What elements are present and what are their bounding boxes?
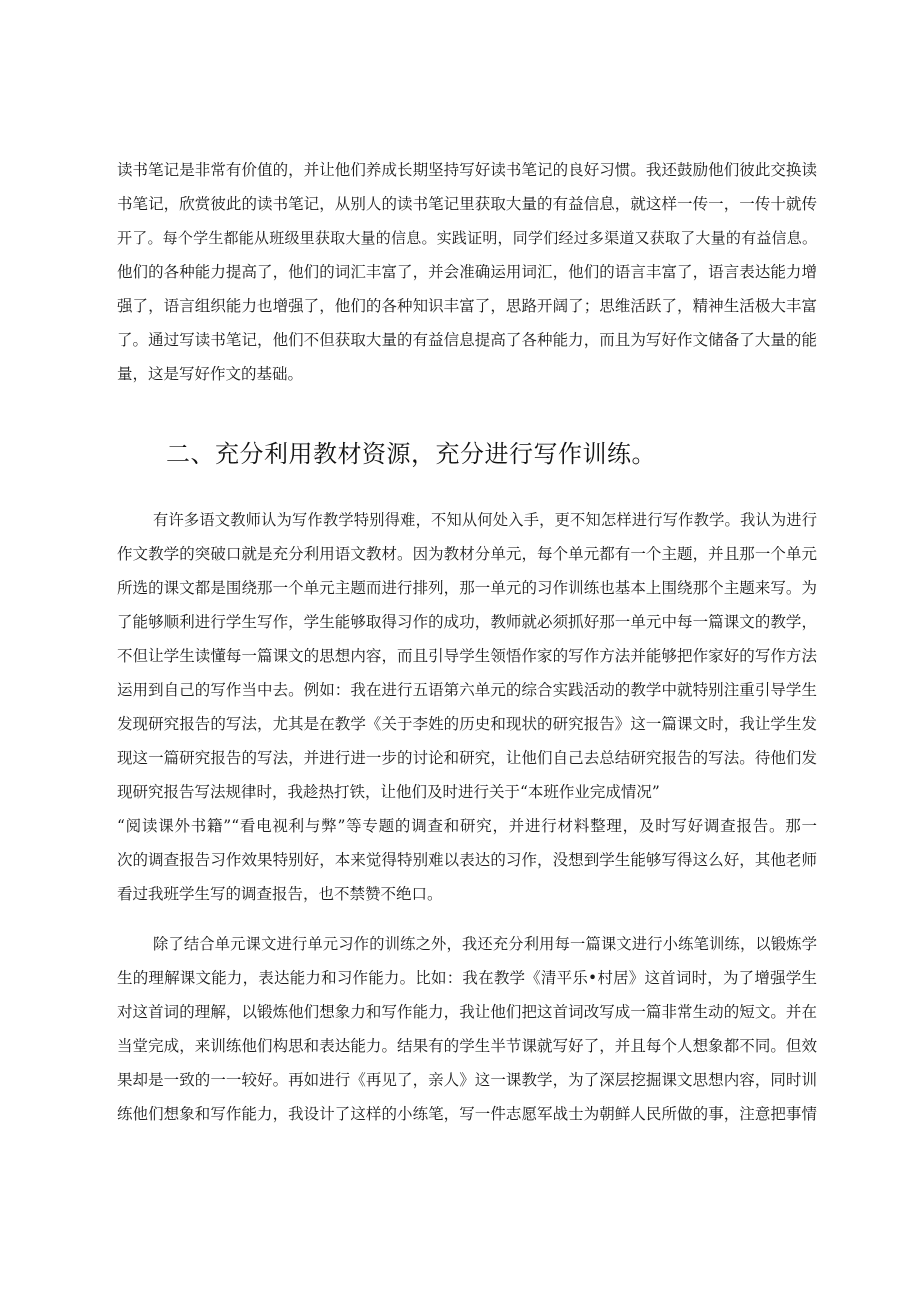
paragraph-line: 了能够顺利进行学生写作，学生能够取得习作的成功，教师就必须抓好那一单元中每一篇课文的教学， [117, 613, 817, 631]
paragraph-line: 书笔记，欣赏彼此的读书笔记，从别人的读书笔记里获取大量的有益信息，就这样一传一，一传十就传 [117, 195, 817, 213]
paragraph-line: 生的理解课文能力，表达能力和习作能力。比如：我在教学《清平乐•村居》这首词时，为了增强学生 [117, 969, 817, 987]
paragraph-line: 有许多语文教师认为写作教学特别得难，不知从何处入手，更不知怎样进行写作教学。我认为进行 [153, 511, 817, 529]
paragraph-line: 次的调查报告习作效果特别好，本来觉得特别难以表达的习作，没想到学生能够写得这么好，其他老师 [117, 851, 817, 869]
paragraph-line: “阅读课外书籍”“看电视利与弊”等专题的调查和研究，并进行材料整理，及时写好调查报告。那一 [117, 817, 817, 835]
paragraph-line: 现研究报告写法规律时，我趁热打铁，让他们及时进行关于“本班作业完成情况” [117, 783, 660, 801]
paragraph-line: 果却是一致的一一较好。再如进行《再见了，亲人》这一课教学，为了深层挖掘课文思想内容，同时训 [117, 1071, 817, 1089]
paragraph-line: 了。通过写读书笔记，他们不但获取大量的有益信息提高了各种能力，而且为写好作文储备了大量的能 [117, 331, 817, 349]
paragraph-line: 他们的各种能力提高了，他们的词汇丰富了，并会准确运用词汇，他们的语言丰富了，语言表达能力增 [117, 263, 817, 281]
paragraph-line: 现这一篇研究报告的写法，并进行进一步的讨论和研究，让他们自己去总结研究报告的写法。待他们发 [117, 749, 817, 767]
paragraph-line: 对这首词的理解，以锻炼他们想象力和写作能力，我让他们把这首词改写成一篇非常生动的短文。并在 [117, 1003, 817, 1021]
paragraph-line: 读书笔记是非常有价值的，并让他们养成长期坚持写好读书笔记的良好习惯。我还鼓励他们彼此交换读 [117, 161, 817, 179]
paragraph-line: 练他们想象和写作能力，我设计了这样的小练笔，写一件志愿军战士为朝鲜人民所做的事，注意把事情 [117, 1105, 817, 1123]
paragraph-line: 开了。每个学生都能从班级里获取大量的信息。实践证明，同学们经过多渠道又获取了大量的有益信息。 [117, 229, 817, 247]
paragraph-line: 作文教学的突破口就是充分利用语文教材。因为教材分单元，每个单元都有一个主题，并且那一个单元 [117, 545, 817, 563]
paragraph-line: 看过我班学生写的调查报告，也不禁赞不绝口。 [117, 885, 443, 903]
paragraph-line: 当堂完成，来训练他们构思和表达能力。结果有的学生半节课就写好了，并且每个人想象都不同。但效 [117, 1037, 817, 1055]
paragraph-line: 运用到自己的写作当中去。例如：我在进行五语第六单元的综合实践活动的教学中就特别注重引导学生 [117, 681, 817, 699]
paragraph-line: 强了，语言组织能力也增强了，他们的各种知识丰富了，思路开阔了；思维活跃了，精神生活极大丰富 [117, 297, 817, 315]
paragraph-line: 发现研究报告的写法，尤其是在教学《关于李姓的历史和现状的研究报告》这一篇课文时，我让学生发 [117, 715, 817, 733]
paragraph-line: 除了结合单元课文进行单元习作的训练之外，我还充分利用每一篇课文进行小练笔训练，以锻炼学 [153, 935, 817, 953]
paragraph-line: 所选的课文都是围绕那一个单元主题而进行排列，那一单元的习作训练也基本上围绕那个主题来写。为 [117, 579, 817, 597]
paragraph-line: 不但让学生读懂每一篇课文的思想内容，而且引导学生领悟作家的写作方法并能够把作家好的写作方法 [117, 647, 817, 665]
section-heading: 二、充分利用教材资源，充分进行写作训练。 [166, 440, 656, 468]
paragraph-line: 量，这是写好作文的基础。 [117, 365, 304, 383]
